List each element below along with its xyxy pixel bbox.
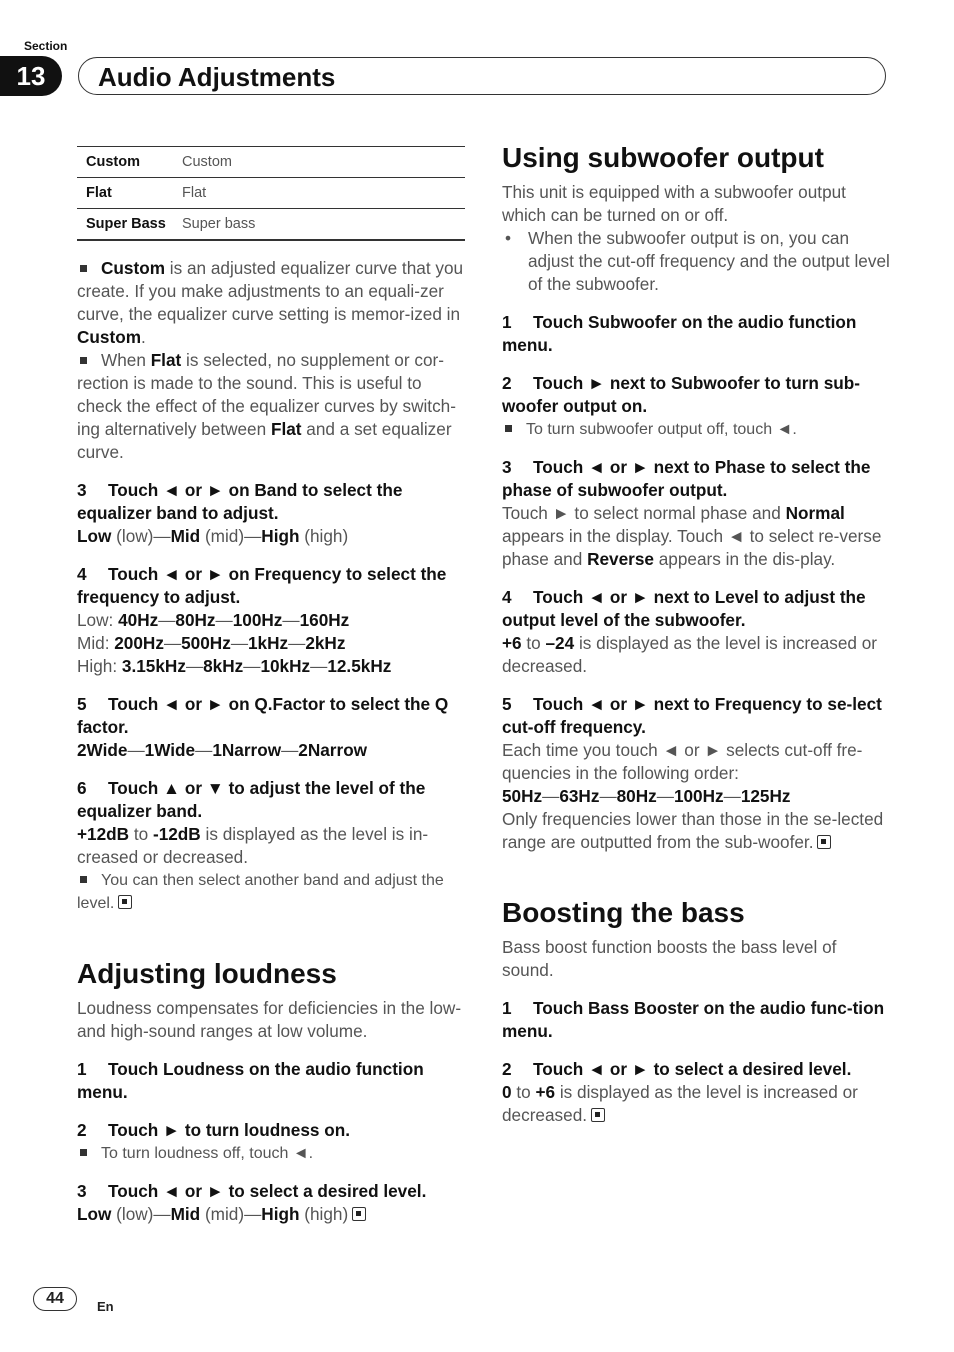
cutoff-after: Only frequencies lower than those in the se-lected range are outputted from the sub-woofer. <box>502 809 884 852</box>
loudness-values: Low (low)—Mid (mid)—High (high) <box>77 1203 465 1226</box>
left-column <box>77 146 465 1226</box>
table-key: Custom <box>86 153 140 170</box>
step-6-level: 6 Touch ▲ or ▼ to adjust the level of the equalizer band. <box>77 778 426 821</box>
heading-using-subwoofer-output: Using subwoofer output <box>502 142 824 173</box>
subwoofer-bullet: • When the subwoofer output is on, you can adjust the cut-off frequency and the output level of the subwoofer. <box>502 227 890 296</box>
equalizer-table <box>77 146 465 241</box>
phase-desc: Touch ► to select normal phase and Normal appears in the display. Touch ◄ to select re-verse phase and Reverse appears in the dis-play. <box>502 503 882 569</box>
step-3-band: 3 Touch ◄ or ► on Band to select the equalizer band to adjust. <box>77 480 403 523</box>
language-label: En <box>97 1299 114 1314</box>
freq-mid: Mid: 200Hz—500Hz—1kHz—2kHz <box>77 633 346 653</box>
subwoofer-step-3: 3 Touch ◄ or ► next to Phase to select the phase of subwoofer output. <box>502 457 871 500</box>
cutoff-values: 50Hz—63Hz—80Hz—100Hz—125Hz <box>502 786 791 806</box>
subwoofer-intro: This unit is equipped with a subwoofer output which can be turned on or off. <box>502 182 846 225</box>
page-number: 44 <box>33 1287 77 1311</box>
table-row <box>77 147 465 178</box>
table-key: Super Bass <box>86 215 166 232</box>
end-mark-icon <box>591 1108 605 1122</box>
step-4-frequency: 4 Touch ◄ or ► on Frequency to select the frequency to adjust. <box>77 564 447 607</box>
note-square-icon <box>505 425 512 432</box>
bass-step-2: 2 Touch ◄ or ► to select a desired level. <box>502 1059 852 1079</box>
note-square-icon <box>80 876 87 883</box>
bass-level-desc: 0 to +6 is displayed as the level is increased or decreased. <box>502 1082 858 1125</box>
subwoofer-step-5: 5 Touch ◄ or ► next to Frequency to se-lect cut-off frequency. <box>502 694 882 737</box>
bass-step-1: 1 Touch Bass Booster on the audio func-tion menu. <box>502 998 885 1041</box>
end-mark-icon <box>118 895 132 909</box>
section-label: Section <box>24 39 68 53</box>
level-note: You can then select another band and adjust the level. <box>77 872 444 912</box>
note-custom: Custom is an adjusted equalizer curve that you create. If you make adjustments to an equali-zer curve, the equalizer curve setting is memor-ized in Custom. <box>77 258 464 347</box>
loudness-step-1: 1 Touch Loudness on the audio function menu. <box>77 1059 424 1102</box>
freq-low: Low: 40Hz—80Hz—100Hz—160Hz <box>77 610 350 630</box>
note-square-icon <box>80 265 87 272</box>
table-row <box>77 178 465 209</box>
right-column <box>502 141 890 1127</box>
subwoofer-step-4: 4 Touch ◄ or ► next to Level to adjust the output level of the subwoofer. <box>502 587 866 630</box>
section-number-badge: 13 <box>0 56 62 96</box>
table-key: Flat <box>86 184 112 201</box>
note-flat: When Flat is selected, no supplement or cor-rection is made to the sound. This is useful to check the effect of the equalizer curves by switch-ing alternatively between Flat and a set equalizer curve. <box>77 350 456 462</box>
loudness-intro: Loudness compensates for deficiencies in the low- and high-sound ranges at low volume. <box>77 998 462 1041</box>
loudness-step-2: 2 Touch ► to turn loudness on. <box>77 1120 351 1140</box>
end-mark-icon <box>352 1207 366 1221</box>
heading-boosting-the-bass: Boosting the bass <box>502 897 745 928</box>
step-5-qfactor: 5 Touch ◄ or ► on Q.Factor to select the Q factor. <box>77 694 449 737</box>
cutoff-desc: Each time you touch ◄ or ► selects cut-off fre-quencies in the following order: <box>502 740 863 783</box>
subwoofer-step-2: 2 Touch ► next to Subwoofer to turn sub-woofer output on. <box>502 373 860 416</box>
subwoofer-step-2-note: To turn subwoofer output off, touch ◄. <box>502 418 890 441</box>
table-value: Super bass <box>182 215 256 232</box>
sub-level-desc: +6 to –24 is displayed as the level is increased or decreased. <box>502 633 878 676</box>
note-square-icon <box>80 1149 87 1156</box>
bass-intro: Bass boost function boosts the bass level of sound. <box>502 937 837 980</box>
heading-adjusting-loudness: Adjusting loudness <box>77 958 337 989</box>
note-square-icon <box>80 357 87 364</box>
qfactor-values: 2Wide—1Wide—1Narrow—2Narrow <box>77 740 368 760</box>
page-title: Audio Adjustments <box>98 62 336 92</box>
table-row <box>77 209 465 241</box>
level-desc: +12dB to -12dB is displayed as the level is in-creased or decreased. <box>77 824 429 867</box>
loudness-step-2-note: To turn loudness off, touch ◄. <box>77 1142 465 1165</box>
table-value: Flat <box>182 184 207 201</box>
end-mark-icon <box>817 835 831 849</box>
freq-high: High: 3.15kHz—8kHz—10kHz—12.5kHz <box>77 656 392 676</box>
band-values: Low (low)—Mid (mid)—High (high) <box>77 526 349 546</box>
loudness-step-3: 3 Touch ◄ or ► to select a desired level. <box>77 1181 427 1201</box>
table-value: Custom <box>182 153 232 170</box>
subwoofer-step-1: 1 Touch Subwoofer on the audio function menu. <box>502 312 857 355</box>
